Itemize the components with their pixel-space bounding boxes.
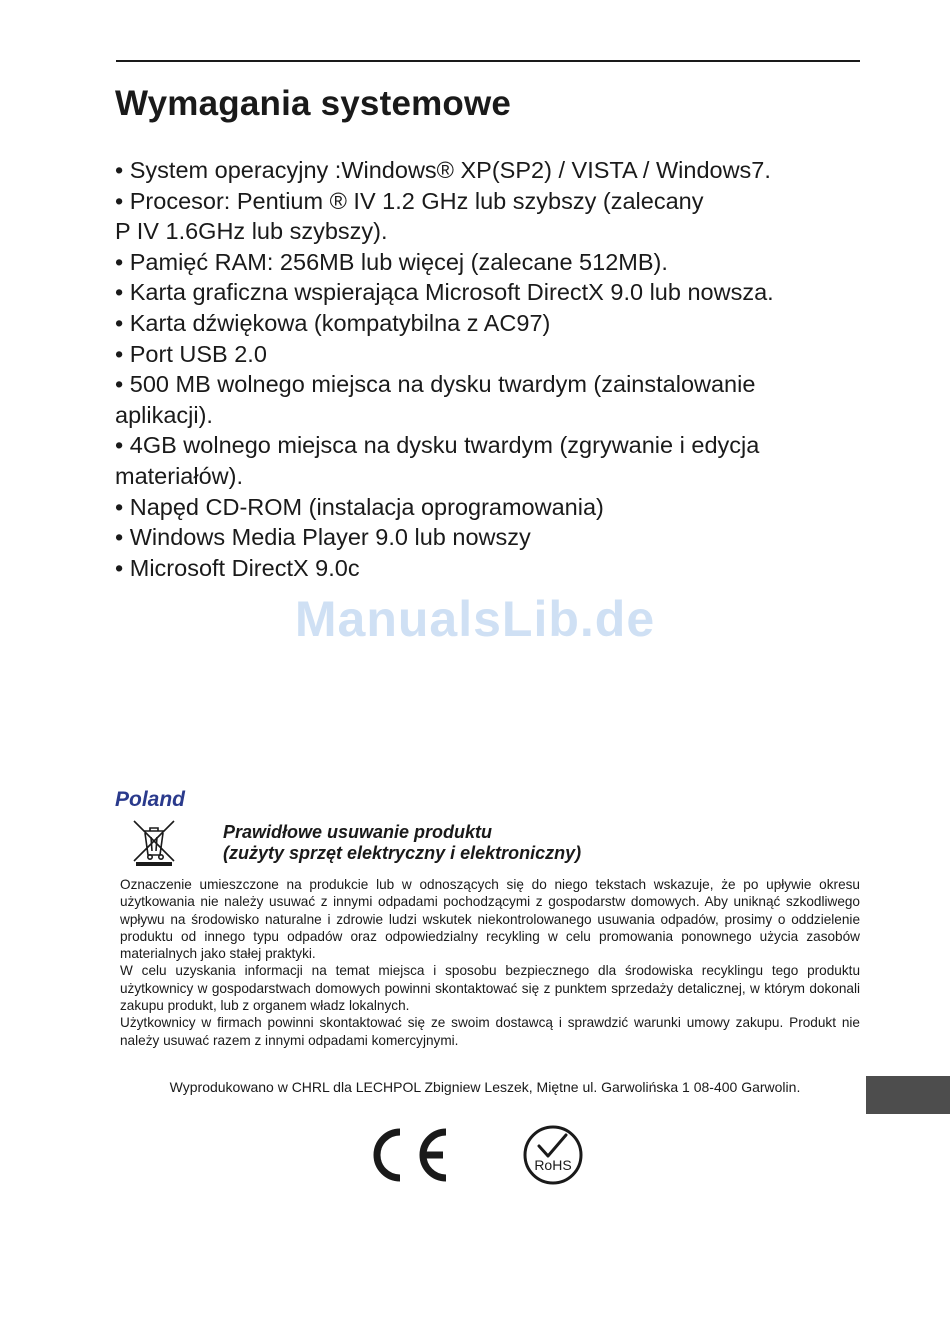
side-tab-marker xyxy=(866,1076,950,1114)
requirement-line: • 500 MB wolnego miejsca na dysku twardym (zainstalowanie xyxy=(115,371,756,398)
requirement-line: • Karta dźwiękowa (kompatybilna z AC97) xyxy=(115,309,551,336)
disposal-heading-line2: (zużyty sprzęt elektryczny i elektroniczny) xyxy=(223,843,582,863)
requirement-line: • Pamięć RAM: 256MB lub więcej (zalecane 512MB). xyxy=(115,248,668,275)
disposal-paragraph: Oznaczenie umieszczone na produkcie lub w odnoszących się do niego tekstach wskazuje, że po upływie okresu użytkowania nie należy usuwać z innymi odpadami pochodzącymi z gospodarstw domowych. Aby uniknąć szkodliwego wpływu na środowisko naturalne i zdrowie ludzi wskutek niekontrolowanego usuwania odpadów, prosimy o oddzielenie produktu od innego typu odpadów oraz odpowiedzialny recykling w celu promowania ponownego użycia zasobów materialnych jako stałej praktyki. xyxy=(120,877,860,962)
disposal-heading xyxy=(223,822,581,864)
disposal-heading-line1: Prawidłowe usuwanie produktu xyxy=(223,822,493,842)
requirement-line: aplikacji). xyxy=(115,401,213,428)
rohs-icon xyxy=(522,1124,584,1186)
requirement-line: • Microsoft DirectX 9.0c xyxy=(115,554,360,581)
requirement-line: • System operacyjny :Windows® XP(SP2) / VISTA / Windows7. xyxy=(115,157,771,183)
weee-crossed-bin-icon xyxy=(130,817,178,867)
requirements-list xyxy=(115,155,845,583)
country-label: Poland xyxy=(115,788,186,811)
requirement-line: • Procesor: Pentium ® IV 1.2 GHz lub szybszy (zalecany xyxy=(115,187,704,214)
disposal-paragraph: W celu uzyskania informacji na temat miejsca i sposobu bezpiecznego dla środowiska recyklingu tego produktu użytkownicy w gospodarstwach domowych powinni skontaktować się z punktem sprzedaży detalicznej, w którym dokonali zakupu produkt, lub z organem władz lokalnych. xyxy=(120,963,860,1014)
requirement-line: • Napęd CD-ROM (instalacja oprogramowania) xyxy=(115,493,604,520)
requirement-line: materiałów). xyxy=(115,462,243,489)
ce-mark-icon xyxy=(367,1126,451,1184)
requirement-line: P IV 1.6GHz lub szybszy). xyxy=(115,218,388,245)
disposal-text xyxy=(120,876,860,1049)
requirement-line: • Windows Media Player 9.0 lub nowszy xyxy=(115,524,531,551)
manufacturer-info: Wyprodukowano w CHRL dla LECHPOL Zbigniew Leszek, Miętne ul. Garwolińska 1 08-400 Garwolin. xyxy=(169,1079,801,1095)
requirement-line: • Port USB 2.0 xyxy=(115,340,267,367)
page-title: Wymagania systemowe xyxy=(115,84,512,123)
rohs-label: RoHS xyxy=(534,1157,572,1173)
requirement-line: • 4GB wolnego miejsca na dysku twardym (zgrywanie i edycja xyxy=(115,432,760,459)
top-divider xyxy=(116,60,860,62)
requirement-line: • Karta graficzna wspierająca Microsoft DirectX 9.0 lub nowsza. xyxy=(115,279,774,306)
disposal-paragraph: Użytkownicy w firmach powinni skontaktować się ze swoim dostawcą i sprawdzić warunki umowy zakupu. Produkt nie należy usuwać razem z innymi odpadami komercyjnymi. xyxy=(120,1015,860,1048)
watermark: ManualsLib.de xyxy=(294,591,656,647)
